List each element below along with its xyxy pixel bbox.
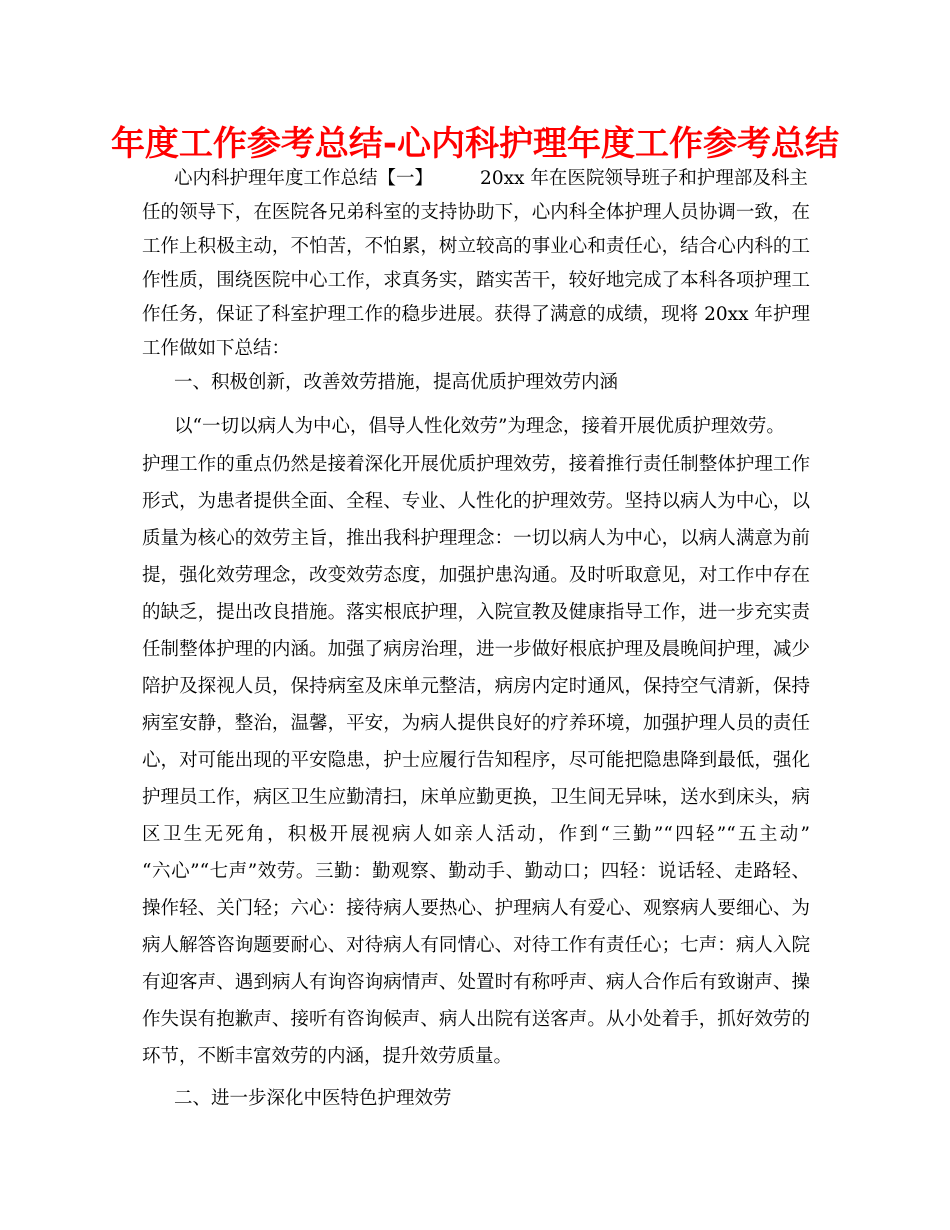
- text-line: 区卫生无死角，积极开展视病人如亲人活动，作到“三勤”“四轻”“五主动”: [142, 824, 810, 845]
- text-line: 形式，为患者提供全面、全程、专业、人性化的护理效劳。坚持以病人为中心，以: [142, 491, 810, 512]
- text-line: 的缺乏，提出改良措施。落实根底护理，入院宣教及健康指导工作，进一步充实责: [142, 602, 810, 623]
- section-heading: 二、进一步深化中医特色护理效劳: [174, 1088, 452, 1109]
- text-line: 有迎客声、遇到病人有询咨询病情声、处置时有称呼声、病人合作后有致谢声、操: [142, 972, 810, 993]
- text-line: 病人解答咨询题要耐心、对待病人有同情心、对待工作有责任心；七声：病人入院: [142, 935, 810, 956]
- text-line: 心内科护理年度工作总结【一】 20xx 年在医院领导班子和护理部及科主: [174, 168, 808, 189]
- text-line: 陪护及探视人员，保持病室及床单元整洁，病房内定时通风，保持空气清新，保持: [142, 676, 810, 697]
- text-line: 护理工作的重点仍然是接着深化开展优质护理效劳，接着推行责任制整体护理工作: [142, 454, 810, 475]
- text-line: 任的领导下，在医院各兄弟科室的支持协助下，心内科全体护理人员协调一致，在: [142, 202, 810, 223]
- text-line: 作任务，保证了科室护理工作的稳步进展。获得了满意的成绩，现将 20xx 年护理: [142, 304, 810, 325]
- section-heading: 一、积极创新，改善效劳措施，提高优质护理效劳内涵: [174, 372, 619, 393]
- document-title: 年度工作参考总结-心内科护理年度工作参考总结: [110, 124, 840, 164]
- text-line: 任制整体护理的内涵。加强了病房治理，进一步做好根底护理及晨晚间护理，减少: [142, 639, 810, 660]
- text-line: 提，强化效劳理念，改变效劳态度，加强护患沟通。及时听取意见，对工作中存在: [142, 565, 810, 586]
- text-line: 工作上积极主动，不怕苦，不怕累，树立较高的事业心和责任心，结合心内科的工: [142, 236, 810, 257]
- text-line: 工作做如下总结：: [142, 338, 291, 359]
- text-line: “六心”“七声”效劳。三勤：勤观察、勤动手、勤动口；四轻：说话轻、走路轻、: [142, 861, 810, 882]
- text-line: 病室安静，整治，温馨，平安，为病人提供良好的疗养环境，加强护理人员的责任: [142, 713, 810, 734]
- text-line: 心，对可能出现的平安隐患，护士应履行告知程序，尽可能把隐患降到最低，强化: [142, 750, 810, 771]
- text-line: 质量为核心的效劳主旨，推出我科护理理念：一切以病人为中心，以病人满意为前: [142, 528, 810, 549]
- text-line: 以“一切以病人为中心，倡导人性化效劳”为理念，接着开展优质护理效劳。: [174, 416, 785, 437]
- text-line: 作失误有抱歉声、接听有咨询候声、病人出院有送客声。从小处着手，抓好效劳的: [142, 1009, 810, 1030]
- text-line: 作性质，围绕医院中心工作，求真务实，踏实苦干，较好地完成了本科各项护理工: [142, 270, 810, 291]
- text-line: 护理员工作，病区卫生应勤清扫，床单应勤更换，卫生间无异味，送水到床头，病: [142, 787, 810, 808]
- text-line: 环节，不断丰富效劳的内涵，提升效劳质量。: [142, 1046, 513, 1067]
- text-line: 操作轻、关门轻；六心：接待病人要热心、护理病人有爱心、观察病人要细心、为: [142, 898, 810, 919]
